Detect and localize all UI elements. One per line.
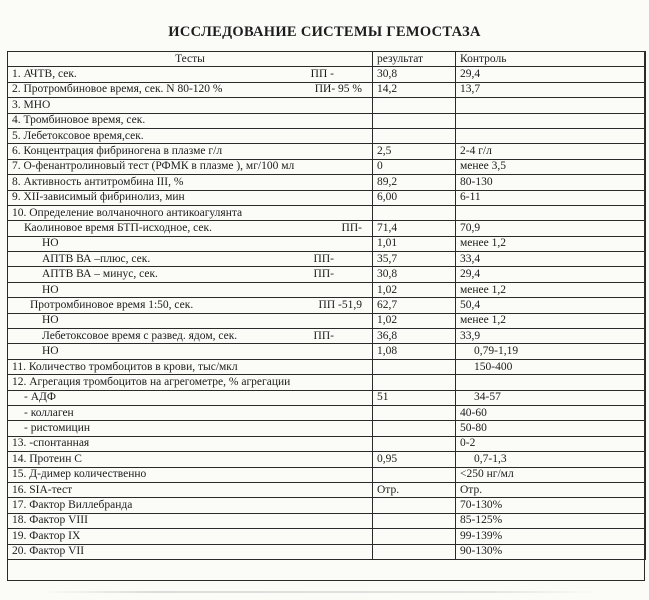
result-value — [373, 421, 456, 436]
result-value: 51 — [373, 390, 456, 405]
header-tests: Тесты — [8, 52, 373, 67]
control-value — [456, 375, 646, 390]
result-value: 89,2 — [373, 175, 456, 190]
control-value — [456, 205, 646, 220]
result-value: 30,8 — [373, 67, 456, 82]
test-name: НО — [8, 344, 373, 359]
table-row — [8, 313, 646, 328]
test-name: Каолиновое время БТП-исходное, сек. ПП- — [8, 221, 373, 236]
table-row — [8, 221, 646, 236]
control-value: 2-4 г/л — [456, 144, 646, 159]
table-row — [8, 82, 646, 97]
table-row — [8, 205, 646, 220]
control-value: 150-400 — [456, 359, 646, 374]
control-value: менее 1,2 — [456, 282, 646, 297]
table-row — [8, 329, 646, 344]
scan-artifact — [40, 591, 600, 593]
test-name: 16. SIA-тест — [8, 482, 373, 497]
result-value: 0 — [373, 159, 456, 174]
table-row — [8, 128, 646, 143]
test-name: 11. Количество тромбоцитов в крови, тыс/мкл — [8, 359, 373, 374]
result-value — [373, 359, 456, 374]
table-row — [8, 529, 646, 544]
control-value: менее 1,2 — [456, 313, 646, 328]
header-control: Контроль — [456, 52, 646, 67]
test-name: Протромбиновое время 1:50, сек. ПП -51,9 — [8, 298, 373, 313]
table-row — [8, 190, 646, 205]
test-name: 12. Агрегация тромбоцитов на агрегометре, % агрегации — [8, 375, 373, 390]
test-name: - ристомицин — [8, 421, 373, 436]
result-value: 71,4 — [373, 221, 456, 236]
result-value: 36,8 — [373, 329, 456, 344]
control-value: 29,4 — [456, 267, 646, 282]
test-name: НО — [8, 236, 373, 251]
result-value — [373, 205, 456, 220]
control-value: 85-125% — [456, 513, 646, 528]
table-row — [8, 67, 646, 82]
result-value: 35,7 — [373, 252, 456, 267]
test-name: 19. Фактор IX — [8, 529, 373, 544]
control-value: 33,4 — [456, 252, 646, 267]
test-name: НО — [8, 282, 373, 297]
test-name: 2. Протромбиновое время, сек. N 80-120 % ПИ- 95 % — [8, 82, 373, 97]
table-row — [8, 436, 646, 451]
test-name: НО — [8, 313, 373, 328]
table-row — [8, 98, 646, 113]
page-title: ИССЛЕДОВАНИЕ СИСТЕМЫ ГЕМОСТАЗА — [168, 24, 481, 40]
results-table — [7, 51, 646, 560]
table-row — [8, 375, 646, 390]
result-value: 1,02 — [373, 282, 456, 297]
control-value: <250 нг/мл — [456, 467, 646, 482]
control-value — [456, 128, 646, 143]
result-value — [373, 513, 456, 528]
control-value: 80-130 — [456, 175, 646, 190]
control-value: 0,7-1,3 — [456, 452, 646, 467]
table-row — [8, 344, 646, 359]
result-value: Отр. — [373, 482, 456, 497]
table-row — [8, 159, 646, 174]
control-value: 90-130% — [456, 544, 646, 559]
result-value — [373, 375, 456, 390]
table-row — [8, 282, 646, 297]
result-value — [373, 467, 456, 482]
control-value — [456, 113, 646, 128]
result-value — [373, 544, 456, 559]
test-name: 8. Активность антитромбина III, % — [8, 175, 373, 190]
control-value: 99-139% — [456, 529, 646, 544]
table-row — [8, 298, 646, 313]
table-row — [8, 513, 646, 528]
test-name: 7. О-фенантролиновый тест (РФМК в плазме ), мг/100 мл — [8, 159, 373, 174]
control-value: менее 3,5 — [456, 159, 646, 174]
table-row — [8, 544, 646, 559]
test-name: АПТВ ВА – минус, сек. ПП- — [8, 267, 373, 282]
result-value: 6,00 — [373, 190, 456, 205]
result-value: 1,02 — [373, 313, 456, 328]
table-row — [8, 236, 646, 251]
control-value: 6-11 — [456, 190, 646, 205]
test-name: 14. Протеин С — [8, 452, 373, 467]
test-name: 3. МНО — [8, 98, 373, 113]
result-value: 62,7 — [373, 298, 456, 313]
test-name: 20. Фактор VII — [8, 544, 373, 559]
result-value — [373, 498, 456, 513]
control-value: 13,7 — [456, 82, 646, 97]
test-name: АПТВ ВА –плюс, сек. ПП- — [8, 252, 373, 267]
result-value: 30,8 — [373, 267, 456, 282]
test-name: 6. Концентрация фибриногена в плазме г/л — [8, 144, 373, 159]
result-value — [373, 529, 456, 544]
table-row — [8, 498, 646, 513]
test-name: 17. Фактор Виллебранда — [8, 498, 373, 513]
result-value: 14,2 — [373, 82, 456, 97]
table-header-row — [8, 52, 646, 67]
table-row — [8, 252, 646, 267]
control-value: 0-2 — [456, 436, 646, 451]
control-value: 33,9 — [456, 329, 646, 344]
table-row — [8, 467, 646, 482]
test-name: 1. АЧТВ, сек. ПП - — [8, 67, 373, 82]
control-value: менее 1,2 — [456, 236, 646, 251]
table-row — [8, 482, 646, 497]
test-name: Лебетоксовое время с развед. ядом, сек. ПП- — [8, 329, 373, 344]
table-row — [8, 421, 646, 436]
result-value: 0,95 — [373, 452, 456, 467]
test-name: 15. Д-димер количественно — [8, 467, 373, 482]
table-row — [8, 390, 646, 405]
result-value: 1,08 — [373, 344, 456, 359]
control-value: 29,4 — [456, 67, 646, 82]
test-name: 5. Лебетоксовое время,сек. — [8, 128, 373, 143]
control-value: 34-57 — [456, 390, 646, 405]
control-value: 40-60 — [456, 405, 646, 420]
header-result: результат — [373, 52, 456, 67]
table-row — [8, 405, 646, 420]
table-row — [8, 113, 646, 128]
test-name: 10. Определение волчаночного антикоагулянта — [8, 205, 373, 220]
result-value — [373, 128, 456, 143]
control-value: 70,9 — [456, 221, 646, 236]
control-value: 50,4 — [456, 298, 646, 313]
table-row — [8, 144, 646, 159]
result-value — [373, 98, 456, 113]
result-value — [373, 113, 456, 128]
control-value: 0,79-1,19 — [456, 344, 646, 359]
control-value: 70-130% — [456, 498, 646, 513]
control-value: Отр. — [456, 482, 646, 497]
test-name: 9. XII-зависимый фибринолиз, мин — [8, 190, 373, 205]
table-row — [8, 175, 646, 190]
test-name: 13. -спонтанная — [8, 436, 373, 451]
test-name: 4. Тромбиновое время, сек. — [8, 113, 373, 128]
test-name: - коллаген — [8, 405, 373, 420]
result-value: 1,01 — [373, 236, 456, 251]
result-value — [373, 436, 456, 451]
control-value — [456, 98, 646, 113]
test-name: - АДФ — [8, 390, 373, 405]
result-value: 2,5 — [373, 144, 456, 159]
table-row — [8, 452, 646, 467]
control-value: 50-80 — [456, 421, 646, 436]
table-row — [8, 359, 646, 374]
test-name: 18. Фактор VIII — [8, 513, 373, 528]
table-row — [8, 267, 646, 282]
result-value — [373, 405, 456, 420]
